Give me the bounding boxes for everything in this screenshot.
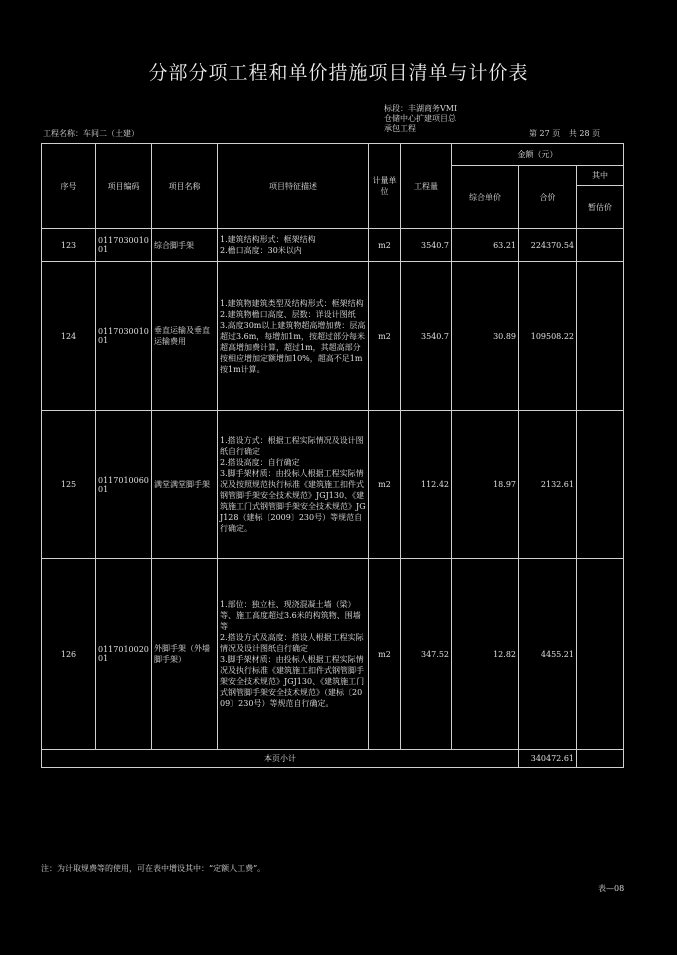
table-row — [42, 262, 624, 411]
row-code: 011703001001 — [96, 262, 152, 411]
col-header-quantity: 工程量 — [401, 144, 452, 229]
row-features-text: 1.建筑结构形式：框架结构 2.檐口高度：30米以内 — [220, 235, 316, 255]
row-provisional — [577, 229, 624, 262]
row-unit: m2 — [369, 229, 401, 262]
row-total: 224370.54 — [519, 229, 577, 262]
row-features — [218, 262, 369, 411]
col-header-seq: 序号 — [42, 144, 96, 229]
row-unit: m2 — [369, 559, 401, 750]
row-name: 垂直运输及垂直运输费用 — [152, 262, 218, 411]
row-total: 109508.22 — [519, 262, 577, 411]
col-header-total: 合价 — [519, 166, 577, 229]
col-header-amount: 金额（元） — [452, 144, 624, 166]
row-unit-price: 12.82 — [452, 559, 519, 750]
col-header-unit: 计量单位 — [369, 144, 401, 229]
work-type-label: 承包工程 — [384, 124, 416, 133]
row-features-text: 1.搭设方式：根据工程实际情况及设计图纸自行确定 2.搭设高度：自行确定 3.脚手架材质：由投标人根据工程实际情况及按照规范执行标准《建筑施工扣件式钢管脚手架安全技术规范》JGJ130、《建筑施工门式钢管脚手架安全技术规范》JGJ128（建标〔2009〕230号）等规范自行确定。 — [220, 436, 366, 533]
col-header-of-which: 其中 — [577, 166, 624, 186]
row-name: 满堂满堂脚手架 — [152, 411, 218, 559]
row-total: 4455.21 — [519, 559, 577, 750]
subtotal-provisional — [577, 750, 624, 768]
row-provisional — [577, 411, 624, 559]
col-header-provisional: 暂估价 — [577, 186, 624, 229]
row-code: 011703001001 — [96, 229, 152, 262]
col-header-name: 项目名称 — [152, 144, 218, 229]
row-features — [218, 411, 369, 559]
row-unit: m2 — [369, 411, 401, 559]
row-provisional — [577, 262, 624, 411]
page-code: 表—08 — [598, 884, 625, 893]
row-features-text: 1.部位：独立柱、现浇混凝土墙（梁）等、施工高度超过3.6米的构筑物、围墙等 2.搭设方式及高度：搭设人根据工程实际情况及设计图纸自行确定 3.脚手架材质：由投标人根据工程实际情况及执行标准《建筑施工扣件式钢管脚手架安全技术规范》JGJ130、《建筑施工门式钢管脚手架安全技术规范》（建标〔2009〕230号）等规范自行确定。 — [220, 600, 365, 708]
row-seq: 123 — [42, 229, 96, 262]
row-features — [218, 559, 369, 750]
row-unit: m2 — [369, 262, 401, 411]
col-header-code: 项目编码 — [96, 144, 152, 229]
row-name: 综合脚手架 — [152, 229, 218, 262]
table-row — [42, 411, 624, 559]
row-provisional — [577, 559, 624, 750]
row-seq: 124 — [42, 262, 96, 411]
header-section-info — [384, 104, 457, 134]
subtotal-total: 340472.61 — [519, 750, 577, 768]
page-total: 共 28 页 — [568, 129, 601, 138]
row-unit-price: 30.89 — [452, 262, 519, 411]
page-info — [529, 128, 606, 139]
project-name: 工程名称：车间二（土建） — [43, 129, 139, 138]
row-unit-price: 63.21 — [452, 229, 519, 262]
section-label: 标段：丰湖商务VMI — [384, 104, 458, 113]
page-current: 第 27 页 — [529, 129, 561, 138]
row-seq: 126 — [42, 559, 96, 750]
row-code: 011701002001 — [96, 559, 152, 750]
row-quantity: 112.42 — [401, 411, 452, 559]
row-total: 2132.61 — [519, 411, 577, 559]
pricing-table — [41, 143, 624, 768]
row-seq: 125 — [42, 411, 96, 559]
row-unit-price: 18.97 — [452, 411, 519, 559]
row-quantity: 3540.7 — [401, 229, 452, 262]
page-title: 分部分项工程和单价措施项目清单与计价表 — [148, 62, 529, 84]
col-header-features: 项目特征描述 — [218, 144, 369, 229]
row-features — [218, 229, 369, 262]
table-row — [42, 559, 624, 750]
row-quantity: 347.52 — [401, 559, 452, 750]
table-row — [42, 229, 624, 262]
row-name: 外脚手架（外墙脚手架） — [152, 559, 218, 750]
subtotal-label: 本页小计 — [42, 750, 519, 768]
sub-project-label: 仓储中心扩建项目总 — [384, 114, 456, 123]
row-code: 011701006001 — [96, 411, 152, 559]
subtotal-row — [42, 750, 624, 768]
footnote: 注：为计取规费等的使用，可在表中增设其中：“定额人工费”。 — [41, 864, 266, 873]
col-header-unit-price: 综合单价 — [452, 166, 519, 229]
row-features-text: 1.建筑物建筑类型及结构形式：框架结构 2.建筑物檐口高度、层数：详设计图纸 3.高度30m以上建筑物超高增加费：层高超过3.6m，每增加1m，按超过部分每米超高增加费计算，超过1m，其超高部分按相应增加定额增加10%，超高不足1m按1m计算。 — [220, 298, 366, 374]
row-quantity: 3540.7 — [401, 262, 452, 411]
